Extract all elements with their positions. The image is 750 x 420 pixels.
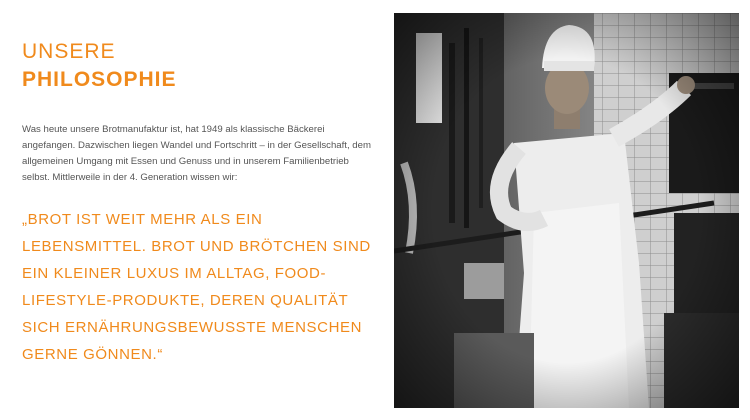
philosophy-quote: „BROT IST WEIT MEHR ALS EIN LEBENSMITTEL. BROT UND BRÖTCHEN SIND EIN KLEINER LUXUS IM ALLTAG, FOOD-LIFESTYLE-PRODUKTE, DEREN QUALITÄT SICH ERNÄHRUNGSBEWUSSTE MENSCHEN GERNE GÖNNEN.“ — [22, 211, 371, 363]
heading-light: UNSERE — [22, 40, 116, 63]
heading-bold: PHILOSOPHIE — [22, 68, 177, 91]
intro-paragraph: Was heute unsere Brotmanufaktur ist, hat 1949 als klassische Bäckerei angefangen. Dazwischen liegen Wandel und Fortschritt – in der Gesellschaft, dem allgemeinen Umgang mit Essen und Genuss und in unserem Familienbetrieb selbst. Mittlerweile in der 4. Generation wissen wir: — [22, 124, 371, 183]
philosophy-text-column — [22, 38, 372, 368]
baker-photo — [394, 13, 739, 408]
baker-photo-illustration — [394, 13, 739, 408]
section-heading — [22, 38, 372, 94]
